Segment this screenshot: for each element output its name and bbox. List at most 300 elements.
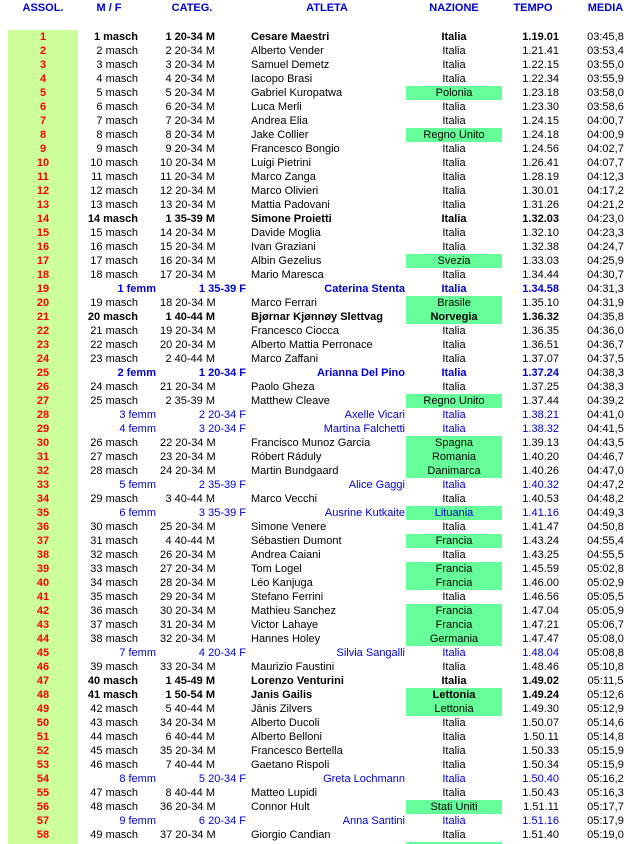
atleta-cell: Alberto Vender: [251, 45, 324, 57]
nazione-cell: Italia: [441, 367, 467, 379]
nazione-cell: Italia: [442, 325, 466, 337]
table-row: [0, 688, 639, 702]
atleta-cell: Axelle Vicari: [344, 409, 405, 421]
mf-cell: 49 masch: [90, 829, 138, 841]
table-row: [0, 268, 639, 282]
assol-cell: 58: [8, 828, 78, 842]
assol-cell: 16: [8, 240, 78, 254]
tempo-cell: 1.22.34: [522, 73, 559, 85]
nazione-cell: Italia: [442, 787, 466, 799]
nazione-cell: Svezia: [406, 254, 502, 268]
atleta-cell: Matthew Cleave: [251, 395, 330, 407]
nazione-cell: Brasile: [406, 296, 502, 310]
nazione-cell: Italia: [442, 171, 466, 183]
mf-cell: 4 masch: [96, 73, 138, 85]
media-cell: 05:14,6: [587, 717, 624, 729]
media-cell: 04:41,0: [587, 409, 624, 421]
table-row: [0, 170, 639, 184]
media-cell: 04:31,9: [587, 297, 624, 309]
categ-cell: 2 20-34 F: [198, 409, 246, 421]
atleta-cell: Ausrine Kutkaite: [324, 507, 405, 519]
mf-cell: 38 masch: [90, 633, 138, 645]
atleta-cell: Mathieu Sanchez: [251, 605, 336, 617]
table-row: [0, 758, 639, 772]
table-row: [0, 772, 639, 786]
media-cell: 04:00,9: [587, 129, 624, 141]
mf-cell: 35 masch: [90, 591, 138, 603]
tempo-cell: 1.24.15: [522, 115, 559, 127]
assol-cell: 17: [8, 254, 78, 268]
mf-cell: 36 masch: [90, 605, 138, 617]
atleta-cell: Marco Olivieri: [251, 185, 319, 197]
categ-cell: 25 20-34 M: [160, 521, 216, 533]
nazione-cell: Italia: [442, 717, 466, 729]
tempo-cell: 1.48.04: [522, 647, 559, 659]
mf-cell: 20 masch: [87, 311, 138, 323]
assol-cell: 42: [8, 604, 78, 618]
mf-cell: 1 femm: [117, 283, 156, 295]
nazione-cell: Italia: [442, 591, 466, 603]
nazione-cell: Italia: [442, 493, 466, 505]
categ-cell: 6 20-34 M: [165, 101, 215, 113]
mf-cell: 2 femm: [117, 367, 156, 379]
categ-cell: 1 40-44 M: [165, 311, 215, 323]
header-assol: ASSOL.: [22, 2, 64, 14]
nazione-cell: Lituania: [406, 506, 502, 520]
assol-cell: 48: [8, 688, 78, 702]
table-row: [0, 604, 639, 618]
table-row: [0, 422, 639, 436]
media-cell: 05:15,9: [587, 759, 624, 771]
table-row: [0, 478, 639, 492]
table-row: [0, 394, 639, 408]
atleta-cell: Andrea Caiani: [251, 549, 321, 561]
media-cell: 05:12,9: [587, 703, 624, 715]
tempo-cell: 1.31.26: [522, 199, 559, 211]
nazione-cell: Italia: [442, 773, 466, 785]
assol-cell: 36: [8, 520, 78, 534]
mf-cell: 5 femm: [119, 479, 156, 491]
table-row: [0, 632, 639, 646]
atleta-cell: Connor Hult: [251, 801, 310, 813]
categ-cell: 1 45-49 M: [165, 675, 215, 687]
table-row: [0, 366, 639, 380]
atleta-cell: Alberto Belloni: [251, 731, 322, 743]
categ-cell: 3 20-34 F: [198, 423, 246, 435]
categ-cell: 22 20-34 M: [160, 437, 216, 449]
table-row: [0, 716, 639, 730]
table-row: [0, 100, 639, 114]
tempo-cell: 1.32.38: [522, 241, 559, 253]
media-cell: 03:55,0: [587, 59, 624, 71]
tempo-cell: 1.50.40: [522, 773, 559, 785]
mf-cell: 7 masch: [96, 115, 138, 127]
atleta-cell: Caterina Stenta: [324, 283, 405, 295]
atleta-cell: Francesco Bertella: [251, 745, 343, 757]
categ-cell: 20 20-34 M: [160, 339, 216, 351]
tempo-cell: 1.33.03: [522, 255, 559, 267]
mf-cell: 16 masch: [90, 241, 138, 253]
table-row: [0, 800, 639, 814]
categ-cell: 24 20-34 M: [160, 465, 216, 477]
nazione-cell: Francia: [406, 604, 502, 618]
table-row: [0, 534, 639, 548]
assol-cell: 5: [8, 86, 78, 100]
nazione-cell: Regno Unito: [406, 394, 502, 408]
media-cell: 05:02,9: [587, 577, 624, 589]
media-cell: 03:58,0: [587, 87, 624, 99]
header-atleta: ATLETA: [306, 2, 348, 14]
mf-cell: 9 femm: [119, 815, 156, 827]
mf-cell: 6 femm: [119, 507, 156, 519]
atleta-cell: Ivan Graziani: [251, 241, 316, 253]
media-cell: 04:55,5: [587, 549, 624, 561]
media-cell: 04:31,3: [587, 283, 624, 295]
assol-cell: 32: [8, 464, 78, 478]
mf-cell: 19 masch: [90, 297, 138, 309]
mf-cell: 41 masch: [87, 689, 138, 701]
atleta-cell: Francisco Munoz Garcia: [251, 437, 371, 449]
assol-cell: 57: [8, 814, 78, 828]
assol-cell: 18: [8, 268, 78, 282]
categ-cell: 23 20-34 M: [160, 451, 216, 463]
categ-cell: 3 35-39 F: [198, 507, 246, 519]
media-cell: 04:46,7: [587, 451, 624, 463]
tempo-cell: 1.41.16: [522, 507, 559, 519]
atleta-cell: Albin Gezelius: [251, 255, 322, 267]
tempo-cell: 1.24.18: [522, 129, 559, 141]
table-row: [0, 86, 639, 100]
assol-cell: 26: [8, 380, 78, 394]
atleta-cell: Martin Bundgaard: [251, 465, 339, 477]
tempo-cell: 1.50.33: [522, 745, 559, 757]
categ-cell: 5 20-34 M: [165, 87, 215, 99]
media-cell: 04:55,4: [587, 535, 624, 547]
media-cell: 04:36,0: [587, 325, 624, 337]
nazione-cell: Italia: [442, 409, 466, 421]
header-categ: CATEG.: [171, 2, 213, 14]
mf-cell: 25 masch: [90, 395, 138, 407]
nazione-cell: Italia: [442, 241, 466, 253]
assol-cell: 47: [8, 674, 78, 688]
tempo-cell: 1.37.07: [522, 353, 559, 365]
atleta-cell: Léo Kanjuga: [251, 577, 313, 589]
nazione-cell: Italia: [442, 549, 466, 561]
tempo-cell: 1.40.53: [522, 493, 559, 505]
mf-cell: 18 masch: [90, 269, 138, 281]
media-cell: 05:08,0: [587, 633, 624, 645]
assol-cell: 25: [8, 366, 78, 380]
tempo-cell: 1.50.07: [522, 717, 559, 729]
tempo-cell: 1.36.35: [522, 325, 559, 337]
mf-cell: 12 masch: [90, 185, 138, 197]
tempo-cell: 1.40.32: [522, 479, 559, 491]
categ-cell: 27 20-34 M: [160, 563, 216, 575]
nazione-cell: Francia: [406, 618, 502, 632]
atleta-cell: Mattia Padovani: [251, 199, 330, 211]
categ-cell: 15 20-34 M: [160, 241, 216, 253]
tempo-cell: 1.22.15: [522, 59, 559, 71]
assol-cell: 4: [8, 72, 78, 86]
mf-cell: 37 masch: [90, 619, 138, 631]
table-row: [0, 786, 639, 800]
nazione-cell: Italia: [442, 339, 466, 351]
nazione-cell: Lettonia: [406, 688, 502, 702]
media-cell: 05:16,3: [587, 787, 624, 799]
assol-cell: 23: [8, 338, 78, 352]
mf-cell: 48 masch: [90, 801, 138, 813]
mf-cell: 33 masch: [90, 563, 138, 575]
mf-cell: 21 masch: [90, 325, 138, 337]
table-row: [0, 730, 639, 744]
table-row: [0, 408, 639, 422]
mf-cell: 6 masch: [96, 101, 138, 113]
assol-cell: 39: [8, 562, 78, 576]
mf-cell: 34 masch: [90, 577, 138, 589]
tempo-cell: 1.49.02: [522, 675, 559, 687]
tempo-cell: 1.49.30: [522, 703, 559, 715]
assol-cell: 1: [8, 30, 78, 44]
categ-cell: 19 20-34 M: [160, 325, 216, 337]
tempo-cell: 1.39.13: [522, 437, 559, 449]
assol-cell: 27: [8, 394, 78, 408]
mf-cell: 24 masch: [90, 381, 138, 393]
media-cell: 04:07,7: [587, 157, 624, 169]
media-cell: 03:55,9: [587, 73, 624, 85]
table-row: [0, 618, 639, 632]
nazione-cell: Norvegia: [406, 310, 502, 324]
atleta-cell: Jake Collier: [251, 129, 309, 141]
media-cell: 04:02,7: [587, 143, 624, 155]
mf-cell: 17 masch: [90, 255, 138, 267]
atleta-cell: Lorenzo Venturini: [251, 675, 344, 687]
mf-cell: 13 masch: [90, 199, 138, 211]
categ-cell: 11 20-34 M: [160, 171, 215, 183]
nazione-cell: Italia: [442, 353, 466, 365]
header-tempo: TEMPO: [513, 2, 553, 14]
atleta-cell: Róbert Ráduly: [251, 451, 322, 463]
mf-cell: 1 masch: [93, 31, 138, 43]
table-row: [0, 548, 639, 562]
header-mf: M / F: [96, 2, 122, 14]
tempo-cell: 1.45.59: [522, 563, 559, 575]
media-cell: 05:16,2: [587, 773, 624, 785]
nazione-cell: Italia: [442, 647, 466, 659]
atleta-cell: Gabriel Kuropatwa: [251, 87, 343, 99]
assol-cell: 41: [8, 590, 78, 604]
categ-cell: 13 20-34 M: [160, 199, 216, 211]
tempo-cell: 1.38.32: [522, 423, 559, 435]
header-media: MEDIA: [587, 2, 624, 14]
categ-cell: 9 20-34 M: [165, 143, 215, 155]
categ-cell: 8 40-44 M: [165, 787, 215, 799]
atleta-cell: Martina Falchetti: [323, 423, 405, 435]
media-cell: 04:47,2: [587, 479, 624, 491]
atleta-cell: Marco Zanga: [251, 171, 316, 183]
mf-cell: 29 masch: [90, 493, 138, 505]
categ-cell: 3 20-34 M: [165, 59, 215, 71]
atleta-cell: Luca Merli: [251, 101, 302, 113]
nazione-cell: Italia: [441, 213, 467, 225]
table-row: [0, 44, 639, 58]
nazione-cell: Italia: [442, 521, 466, 533]
mf-cell: 31 masch: [90, 535, 138, 547]
nazione-cell: Italia: [442, 745, 466, 757]
assol-cell: 51: [8, 730, 78, 744]
atleta-cell: Marco Ferrari: [251, 297, 318, 309]
tempo-cell: 1.36.51: [522, 339, 559, 351]
table-row: [0, 436, 639, 450]
media-cell: 03:53,4: [587, 45, 624, 57]
mf-cell: 15 masch: [90, 227, 138, 239]
atleta-cell: Marco Vecchi: [251, 493, 318, 505]
categ-cell: 1 50-54 M: [165, 689, 215, 701]
results-rows: [0, 30, 639, 844]
assol-cell: 14: [8, 212, 78, 226]
table-row: [0, 142, 639, 156]
mf-cell: 44 masch: [90, 731, 138, 743]
media-cell: 05:19,0: [587, 829, 624, 841]
tempo-cell: 1.36.32: [522, 311, 559, 323]
media-cell: 04:36,7: [587, 339, 624, 351]
assol-cell: 28: [8, 408, 78, 422]
atleta-cell: Arianna Del Pino: [316, 367, 405, 379]
tempo-cell: 1.49.24: [522, 689, 559, 701]
tempo-cell: 1.40.20: [522, 451, 559, 463]
categ-cell: 30 20-34 M: [160, 605, 216, 617]
table-row: [0, 58, 639, 72]
categ-cell: 3 40-44 M: [165, 493, 215, 505]
categ-cell: 28 20-34 M: [160, 577, 216, 589]
assol-cell: 40: [8, 576, 78, 590]
nazione-cell: Francia: [406, 562, 502, 576]
tempo-cell: 1.23.30: [522, 101, 559, 113]
tempo-cell: 1.51.40: [522, 829, 559, 841]
categ-cell: 1 20-34 M: [165, 31, 215, 43]
mf-cell: 28 masch: [90, 465, 138, 477]
categ-cell: 10 20-34 M: [160, 157, 216, 169]
atleta-cell: Giorgio Candian: [251, 829, 331, 841]
categ-cell: 7 20-34 M: [165, 115, 215, 127]
media-cell: 05:11,5: [587, 675, 624, 687]
atleta-cell: Mario Maresca: [251, 269, 324, 281]
media-cell: 05:12,6: [587, 689, 624, 701]
categ-cell: 35 20-34 M: [160, 745, 216, 757]
media-cell: 05:06,7: [587, 619, 624, 631]
tempo-cell: 1.35.10: [522, 297, 559, 309]
mf-cell: 32 masch: [90, 549, 138, 561]
atleta-cell: Stefano Ferrini: [251, 591, 324, 603]
media-cell: 05:10,8: [587, 661, 624, 673]
assol-cell: 8: [8, 128, 78, 142]
nazione-cell: Italia: [442, 731, 466, 743]
mf-cell: 5 masch: [96, 87, 138, 99]
table-row: [0, 520, 639, 534]
nazione-cell: Italia: [441, 283, 467, 295]
table-row: [0, 128, 639, 142]
media-cell: 04:30,7: [587, 269, 624, 281]
table-row: [0, 464, 639, 478]
assol-cell: 13: [8, 198, 78, 212]
categ-cell: 1 35-39 M: [165, 213, 215, 225]
assol-cell: 35: [8, 506, 78, 520]
tempo-cell: 1.32.03: [522, 213, 559, 225]
assol-cell: 30: [8, 436, 78, 450]
table-row: [0, 814, 639, 828]
mf-cell: 46 masch: [90, 759, 138, 771]
atleta-cell: Tom Logel: [251, 563, 302, 575]
media-cell: 04:38,3: [587, 381, 624, 393]
categ-cell: 12 20-34 M: [160, 185, 216, 197]
categ-cell: 18 20-34 M: [160, 297, 216, 309]
nazione-cell: Italia: [442, 199, 466, 211]
media-cell: 05:15,9: [587, 745, 624, 757]
atleta-cell: Alberto Ducoli: [251, 717, 320, 729]
table-row: [0, 492, 639, 506]
categ-cell: 36 20-34 M: [160, 801, 216, 813]
atleta-cell: Janis Gailis: [251, 689, 313, 701]
table-row: [0, 646, 639, 660]
atleta-cell: Matteo Lupidi: [251, 787, 318, 799]
table-row: [0, 576, 639, 590]
table-row: [0, 184, 639, 198]
nazione-cell: Francia: [406, 576, 502, 590]
categ-cell: 1 20-34 F: [198, 367, 246, 379]
assol-cell: 2: [8, 44, 78, 58]
assol-cell: 22: [8, 324, 78, 338]
nazione-cell: Italia: [442, 45, 466, 57]
assol-cell: 46: [8, 660, 78, 674]
atleta-cell: Davide Moglia: [251, 227, 321, 239]
categ-cell: 34 20-34 M: [160, 717, 216, 729]
atleta-cell: Hannes Holey: [251, 633, 321, 645]
atleta-cell: Greta Lochmann: [323, 773, 405, 785]
categ-cell: 29 20-34 M: [160, 591, 216, 603]
table-row: [0, 590, 639, 604]
categ-cell: 37 20-34 M: [160, 829, 216, 841]
tempo-cell: 1.38.21: [522, 409, 559, 421]
table-row: [0, 660, 639, 674]
nazione-cell: Polonia: [406, 86, 502, 100]
header-nazione: NAZIONE: [429, 2, 479, 14]
tempo-cell: 1.47.47: [522, 633, 559, 645]
assol-cell: 50: [8, 716, 78, 730]
nazione-cell: Stati Uniti: [406, 800, 502, 814]
tempo-cell: 1.47.21: [522, 619, 559, 631]
atleta-cell: Samuel Demetz: [251, 59, 330, 71]
tempo-cell: 1.19.01: [522, 31, 559, 43]
assol-cell: 29: [8, 422, 78, 436]
table-row: [0, 30, 639, 44]
media-cell: 04:38,3: [587, 367, 624, 379]
tempo-cell: 1.34.44: [522, 269, 559, 281]
media-cell: 04:35,8: [587, 311, 624, 323]
nazione-cell: Italia: [442, 115, 466, 127]
tempo-cell: 1.47.04: [522, 605, 559, 617]
mf-cell: 47 masch: [90, 787, 138, 799]
tempo-cell: 1.37.44: [522, 395, 559, 407]
assol-cell: 20: [8, 296, 78, 310]
nazione-cell: Italia: [442, 479, 466, 491]
media-cell: 04:21,2: [587, 199, 624, 211]
atleta-cell: Luigi Pietrini: [251, 157, 311, 169]
categ-cell: 33 20-34 M: [160, 661, 216, 673]
atleta-cell: Bjørnar Kjønnøy Slettvag: [251, 311, 384, 323]
categ-cell: 7 40-44 M: [165, 759, 215, 771]
nazione-cell: Italia: [442, 423, 466, 435]
mf-cell: 2 masch: [96, 45, 138, 57]
assol-cell: 34: [8, 492, 78, 506]
